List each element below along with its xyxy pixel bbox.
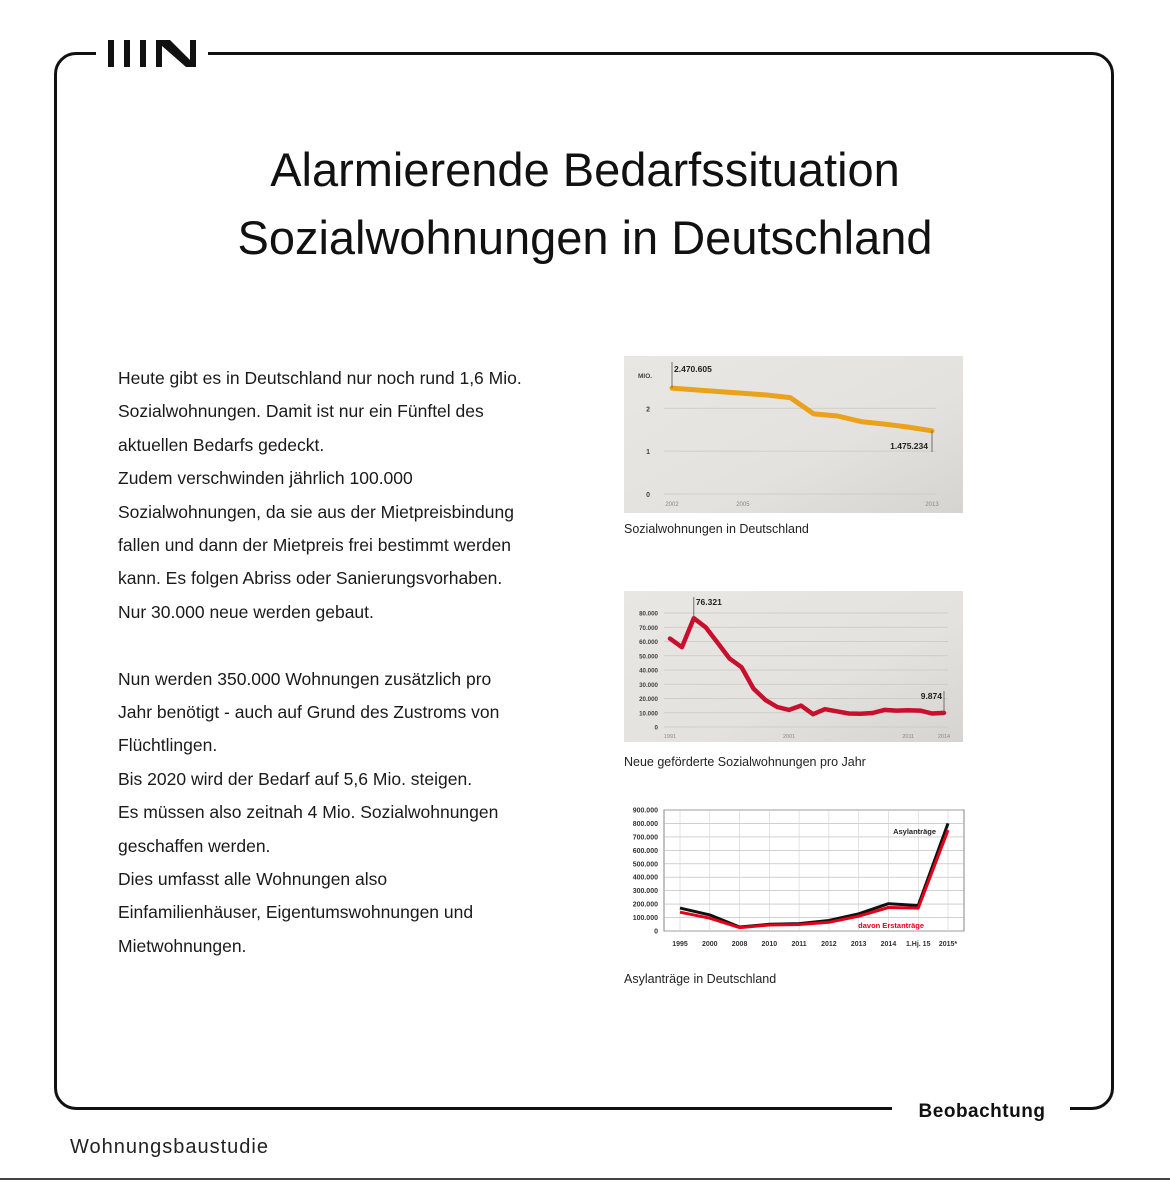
y-tick-label: 700.000 <box>632 834 658 842</box>
chart-new-funded-housing-svg <box>624 591 963 742</box>
y-tick-label: 70.000 <box>639 624 658 632</box>
chart-asylum-applications-caption: Asylanträge in Deutschland <box>624 972 777 986</box>
x-tick-label: 2013 <box>925 502 939 508</box>
annotation-label: 2.470.605 <box>674 364 712 374</box>
page-title-line-1: Alarmierende Bedarfssituation <box>270 143 900 196</box>
body-text-line: Nun werden 350.000 Wohnungen zusätzlich pro <box>118 668 492 689</box>
chart-new-funded-housing-caption: Neue geförderte Sozialwohnungen pro Jahr <box>624 755 866 769</box>
page-title-line-2: Sozialwohnungen in Deutschland <box>237 211 933 264</box>
body-text-line: Einfamilienhäuser, Eigentumswohnungen und <box>118 902 474 923</box>
page-title <box>120 136 1050 272</box>
footer-title: Wohnungsbaustudie <box>70 1136 269 1158</box>
y-tick-label: 900.000 <box>632 807 658 815</box>
y-tick-label: 0 <box>654 928 658 936</box>
y-tick-label: 500.000 <box>632 861 658 869</box>
annotation-label: 9.874 <box>920 691 942 701</box>
x-tick-label: 2002 <box>665 502 679 508</box>
y-tick-label: 600.000 <box>632 847 658 855</box>
y-tick-label: 0 <box>646 492 650 499</box>
series-label-asylantraege: Asylanträge <box>893 827 936 836</box>
body-text-line: geschaffen werden. <box>118 835 271 856</box>
body-text-line: fallen und dann der Mietpreis frei bestimmt werden <box>118 535 511 556</box>
x-tick-label: 2010 <box>761 941 778 948</box>
y-axis-label: MIO. <box>638 373 653 380</box>
chart-background <box>624 591 963 742</box>
x-tick-label: 2015* <box>938 941 958 948</box>
y-tick-label: 400.000 <box>632 874 658 882</box>
x-tick-label: 2001 <box>783 734 796 740</box>
y-tick-label: 1 <box>646 449 650 457</box>
y-tick-label: 60.000 <box>639 639 658 646</box>
x-tick-label: 2011 <box>902 734 915 740</box>
body-text-line: Jahr benötigt - auch auf Grund des Zustroms von <box>118 702 500 723</box>
chart-asylum-applications <box>622 804 965 952</box>
x-tick-label: 2005 <box>736 502 750 508</box>
x-tick-label: 2014 <box>880 941 897 948</box>
y-tick-label: 300.000 <box>632 888 658 896</box>
series-label-erstantraege: davon Erstanträge <box>858 921 924 930</box>
body-text-line: aktuellen Bedarfs gedeckt. <box>118 434 325 455</box>
footer-divider <box>0 1178 1170 1180</box>
y-tick-label: 40.000 <box>639 667 658 675</box>
body-text <box>118 362 568 963</box>
y-tick-label: 2 <box>646 406 650 414</box>
chart-social-housing-svg <box>624 356 963 513</box>
section-label: Beobachtung <box>918 1101 1046 1122</box>
body-text-line: Heute gibt es in Deutschland nur noch rund 1,6 Mio. <box>118 368 522 388</box>
y-tick-label: 10.000 <box>639 710 658 718</box>
chart-social-housing-caption: Sozialwohnungen in Deutschland <box>624 522 809 536</box>
x-tick-label: 2013 <box>850 941 867 948</box>
body-text-line: Flüchtlingen. <box>118 735 218 756</box>
chart-asylum-applications-svg <box>622 804 965 952</box>
y-tick-label: 30.000 <box>639 681 658 689</box>
annotation-label: 76.321 <box>695 597 722 607</box>
body-text-line: Bis 2020 wird der Bedarf auf 5,6 Mio. steigen. <box>118 768 473 789</box>
x-tick-label: 1.Hj. 15 <box>905 941 931 948</box>
body-text-line: Nur 30.000 neue werden gebaut. <box>118 601 374 622</box>
chart-social-housing <box>624 356 963 513</box>
y-tick-label: 200.000 <box>632 901 658 909</box>
body-text-line: Sozialwohnungen. Damit ist nur ein Fünftel des <box>118 401 484 422</box>
y-tick-label: 800.000 <box>632 820 658 828</box>
chart-new-funded-housing <box>624 591 963 742</box>
annotation-label: 1.475.234 <box>890 441 928 451</box>
x-tick-label: 1995 <box>672 941 688 948</box>
chart-background <box>624 356 963 513</box>
y-tick-label: 100.000 <box>632 915 658 923</box>
x-tick-label: 2008 <box>731 941 748 948</box>
body-text-line: Sozialwohnungen, da sie aus der Mietpreisbindung <box>118 501 514 522</box>
brand-logo-icon <box>106 40 198 68</box>
y-tick-label: 20.000 <box>639 696 658 703</box>
body-text-line: Dies umfasst alle Wohnungen also <box>118 869 388 890</box>
x-tick-label: 1991 <box>663 734 677 740</box>
body-text-line: kann. Es folgen Abriss oder Sanierungsvorhaben. <box>118 568 503 589</box>
y-tick-label: 50.000 <box>639 653 658 661</box>
x-tick-label: 2011 <box>791 941 807 948</box>
body-text-line: Zudem verschwinden jährlich 100.000 <box>118 468 413 489</box>
body-text-spacer <box>118 629 568 662</box>
x-tick-label: 2000 <box>701 941 718 948</box>
body-text-line: Es müssen also zeitnah 4 Mio. Sozialwohnungen <box>118 802 499 823</box>
x-tick-label: 2012 <box>821 941 837 948</box>
body-text-line: Mietwohnungen. <box>118 935 247 956</box>
y-tick-label: 0 <box>654 724 658 732</box>
y-tick-label: 80.000 <box>639 610 658 618</box>
x-tick-label: 2014 <box>937 734 951 740</box>
